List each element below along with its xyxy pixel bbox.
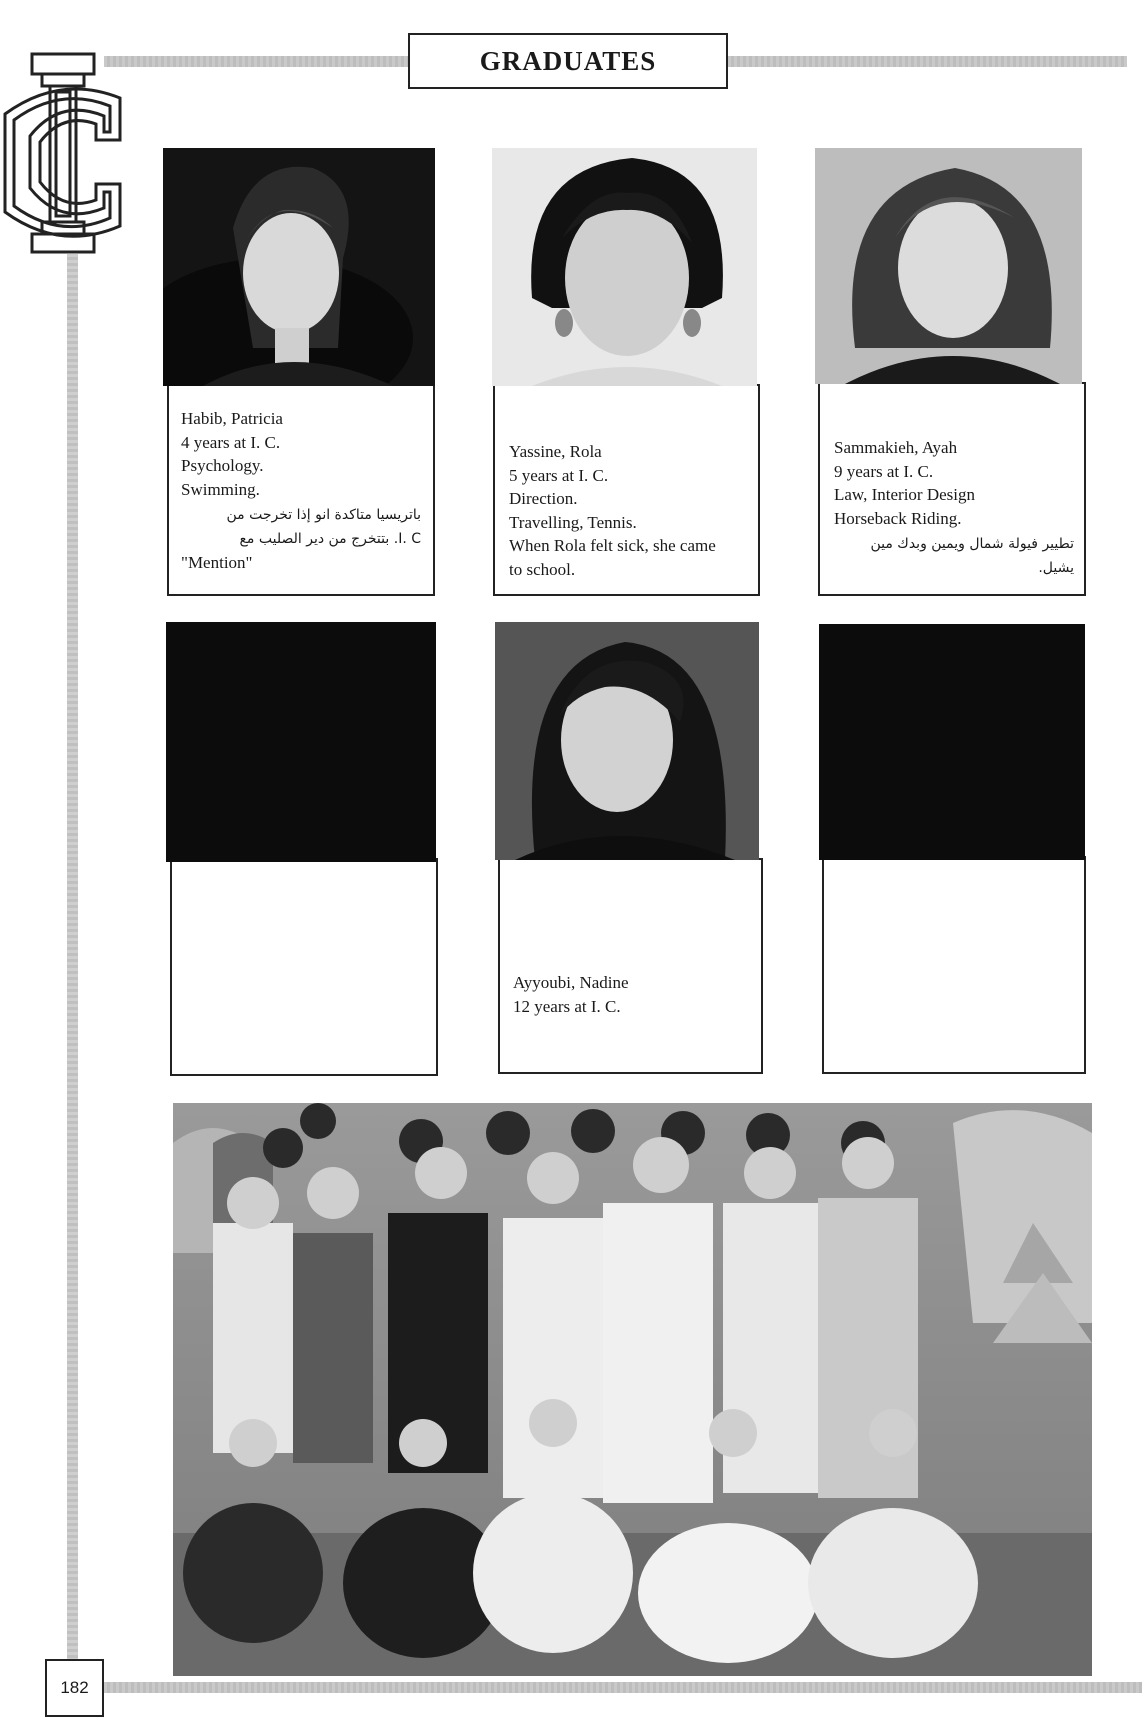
graduate-caption-3 bbox=[834, 436, 1074, 580]
graduate-photo-4-placeholder bbox=[166, 622, 436, 862]
graduate-ambition: Psychology. bbox=[181, 456, 264, 475]
graduate-years: 9 years at I. C. bbox=[834, 461, 934, 481]
graduate-name: Habib, Patricia bbox=[181, 409, 283, 428]
page-title: GRADUATES bbox=[479, 45, 657, 76]
graduate-quote-line-2: to school. bbox=[509, 559, 576, 579]
graduate-ambition: Law, Interior Design bbox=[834, 485, 975, 504]
graduate-years: 12 years at I. C. bbox=[513, 996, 621, 1016]
page-number-box bbox=[45, 1659, 104, 1717]
ic-monogram-logo-icon bbox=[0, 52, 126, 254]
graduate-photo-5 bbox=[495, 622, 759, 860]
header-rule-left bbox=[104, 56, 408, 67]
graduate-name: Yassine, Rola bbox=[509, 442, 602, 461]
graduate-photo-2 bbox=[492, 148, 757, 386]
graduate-photo-6-placeholder bbox=[819, 624, 1085, 860]
graduate-arabic-line-2: I. C. بتتخرج من دير الصليب مع bbox=[239, 530, 421, 547]
header-rule-right bbox=[728, 56, 1127, 67]
graduate-hobby: Swimming. bbox=[181, 479, 260, 499]
graduate-caption-1 bbox=[181, 407, 421, 575]
graduate-name: Ayyoubi, Nadine bbox=[513, 973, 629, 992]
graduate-arabic-line-2: يشيل. bbox=[1038, 559, 1074, 576]
graduate-name: Sammakieh, Ayah bbox=[834, 438, 958, 457]
graduate-caption-2 bbox=[509, 440, 749, 581]
graduate-years: 5 years at I. C. bbox=[509, 465, 609, 485]
graduate-hobby: Travelling, Tennis. bbox=[509, 512, 637, 532]
page-number: 182 bbox=[60, 1678, 89, 1697]
graduate-card-5 bbox=[498, 858, 763, 1074]
left-margin-rule bbox=[67, 254, 78, 1659]
graduate-years: 4 years at I. C. bbox=[181, 432, 281, 452]
graduate-card-6 bbox=[822, 856, 1086, 1074]
graduate-photo-1 bbox=[163, 148, 435, 386]
graduate-photo-3 bbox=[815, 148, 1082, 384]
section-title-box bbox=[408, 33, 728, 89]
graduate-card-4 bbox=[170, 858, 438, 1076]
footer-rule bbox=[104, 1682, 1142, 1693]
graduate-arabic-line-1: تطيير فيولة شمال ويمين وبدك مين bbox=[870, 536, 1074, 552]
group-photo bbox=[173, 1103, 1092, 1676]
graduate-quote-line-1: When Rola felt sick, she came bbox=[509, 536, 716, 555]
graduate-caption-5 bbox=[513, 971, 753, 1018]
graduate-hobby: Horseback Riding. bbox=[834, 508, 962, 528]
graduate-arabic-line-1: باتريسيا متاكدة انو إذا تخرجت من bbox=[226, 507, 421, 523]
graduate-ambition: Direction. bbox=[509, 489, 578, 508]
graduate-quote: "Mention" bbox=[181, 553, 253, 572]
